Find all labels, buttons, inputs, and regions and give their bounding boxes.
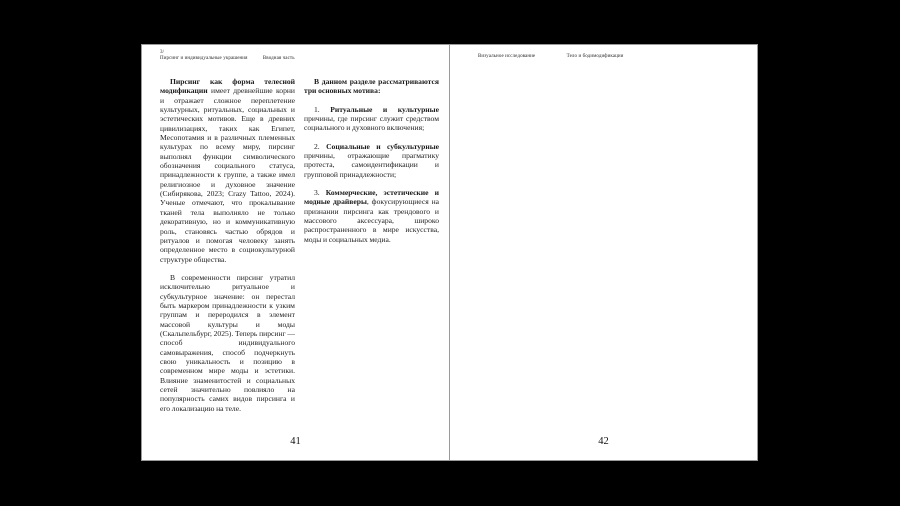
item-2-lead: Социальные и субкультурные <box>326 141 439 151</box>
paragraph-1 <box>160 77 295 264</box>
item-2-number: 2. <box>314 141 327 151</box>
chapter-mark: 3/ <box>160 50 165 55</box>
item-1-lead: Ритуальные и культурные <box>330 104 439 114</box>
running-header-right: Тело и бодимодификации <box>566 54 624 59</box>
list-item-1 <box>304 105 439 133</box>
paragraph-2: В современности пирсинг утратил исключительно ритуальное и субкультурное значение: он перестал быть маркером принадлежности к узким группам и переродился в элемент массовой культуры и моды (Скальпельбург, 2025). Теперь пирсинг — способ индивидуального самовыражения, способ подчеркнуть свою уникальность и позицию в современном мире моды и эстетики. Влияние знаменитостей и социальных сетей значительно повлияло на популярность самих видов пирсинга и его локализацию на теле. <box>160 272 295 413</box>
page-left[interactable] <box>142 45 450 460</box>
item-2-body: причины, отражающие прагматику протеста, самоидентификации и групповой принадлежности; <box>304 151 439 179</box>
book-spread <box>141 44 758 461</box>
section-intro: В данном разделе рассматриваются три основных мотива: <box>304 77 439 96</box>
paragraph-1-lead: Пирсинг как форма телесной модификации <box>160 77 295 96</box>
item-1-body: причины, где пирсинг служит средством социального и духовного включения; <box>304 114 439 133</box>
item-3-body: , фокусирующиеся на признании пирсинга как трендового и массового аксессуара, широко распространенного в мире искусства, моды и социальных медиа. <box>304 197 440 244</box>
item-3-number: 3. <box>314 188 326 198</box>
paragraph-1-body: имеет древнейшие корни и отражает сложное переплетение культурных, ритуальных, социальных и эстетических мотивов. Еще в древних цивилизациях, таких как Египет, Месопотамия и в различных племенных культурах по всему миру, пирсинг выполнял функции символического обозначения социального статуса, принадлежности к группе, а также имел религиозное и духовное значение (Сибирякова, 2023; Crazy Tattoo, 2024). Ученые отмечают, что прокалывание тканей тела выполняло не только декоративную, но и коммуникативную роль, становясь частью обрядов и ритуалов и помогая человеку занять определенное место в социокультурной структуре общества. <box>160 86 295 264</box>
page-number-right: 42 <box>598 436 609 447</box>
list-item-2 <box>304 142 439 179</box>
item-1-number: 1. <box>314 104 331 114</box>
left-running-header <box>160 50 439 62</box>
running-header-left: Визуальное исследование <box>478 54 536 59</box>
column-2 <box>304 77 439 413</box>
list-item-3 <box>304 188 439 244</box>
running-title: Пирсинг и индивидуальные украшения <box>160 56 248 61</box>
page-number-left: 41 <box>290 436 301 447</box>
item-3-lead: Коммерческие, эстетические и модные драйверы <box>304 188 439 207</box>
column-1 <box>160 77 295 413</box>
page-right[interactable] <box>450 45 757 460</box>
right-running-header <box>478 54 747 60</box>
running-section: Вводная часть <box>262 56 295 61</box>
text-columns <box>160 77 439 413</box>
